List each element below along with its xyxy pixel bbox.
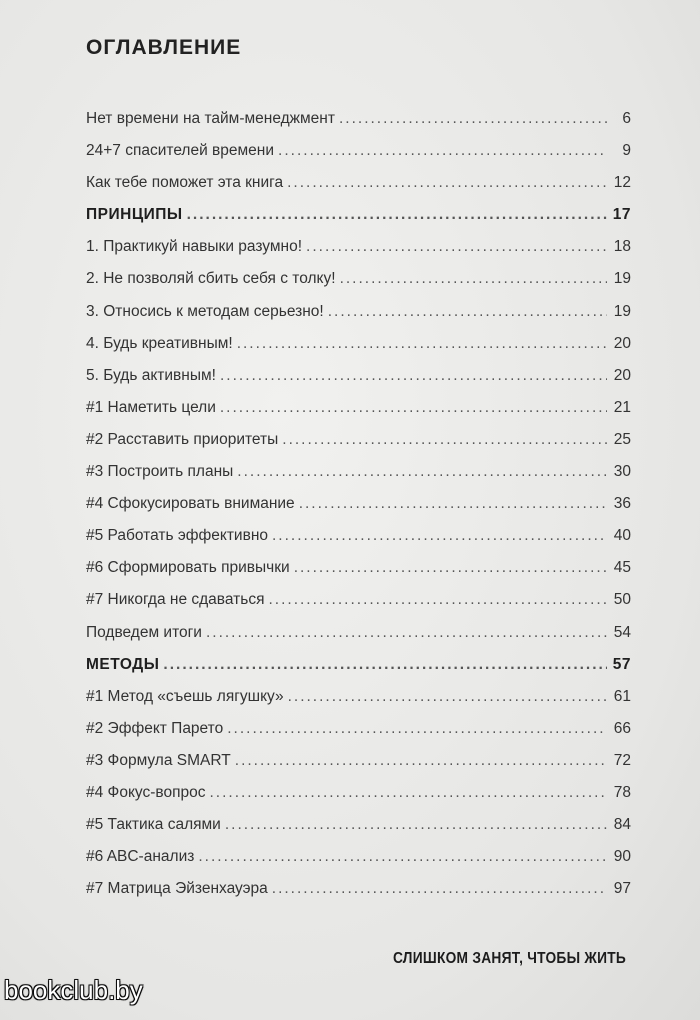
running-footer-title: СЛИШКОМ ЗАНЯТ, ЧТОБЫ ЖИТЬ [392,950,626,967]
toc-row [86,848,631,880]
toc-entry-label: 5. Будь активным! [86,366,216,384]
toc-entry-label: #4 Фокус-вопрос [86,783,206,801]
dot-leader [227,720,607,738]
dot-leader [272,527,607,545]
dot-leader [163,656,607,674]
dot-leader [220,399,607,417]
toc-row [86,270,631,302]
toc-row [86,591,631,623]
toc-page-number: 84 [613,816,631,834]
toc-page-number: 61 [613,687,631,705]
toc-entry-label: #7 Никогда не сдаваться [86,591,265,609]
dot-leader [287,174,607,192]
dot-leader [294,559,607,577]
toc-entry-label: #5 Тактика салями [86,816,221,834]
toc-page-number: 36 [613,495,631,513]
toc-row [86,495,631,527]
toc-page-number: 12 [613,174,631,192]
toc-entry-label: ПРИНЦИПЫ [86,206,183,224]
toc-entry-label: Как тебе поможет эта книга [86,174,284,192]
toc-row [86,816,631,848]
dot-leader [187,206,607,224]
dot-leader [282,431,607,449]
toc-entry-label: 3. Относись к методам серьезно! [86,302,324,320]
toc-entry-label: #2 Эффект Парето [86,719,224,737]
toc-row [86,142,631,174]
toc-row [86,399,631,431]
toc-entry-label: #6 Сформировать привычки [86,559,290,577]
toc-entry-label: 24+7 спасителей времени [86,142,275,160]
toc-page-number: 21 [613,398,631,416]
toc-row [86,784,631,816]
toc-entry-label: 2. Не позволяй сбить себя с толку! [86,270,336,288]
dot-leader [278,142,607,160]
toc-page-number: 78 [613,783,631,801]
toc-entry-label: #5 Работать эффективно [86,527,268,545]
dot-leader [339,110,607,128]
toc-row [86,110,631,142]
dot-leader [209,784,607,802]
dot-leader [272,880,607,898]
toc-page-number: 25 [613,430,631,448]
toc-page-number: 97 [613,880,631,898]
dot-leader [340,270,607,288]
dot-leader [206,624,607,642]
toc-row [86,624,631,656]
toc-entry-label: 4. Будь креативным! [86,334,233,352]
toc-row [86,463,631,495]
toc-entry-label: #6 ABC-анализ [86,848,195,866]
toc-entry-label: #3 Построить планы [86,463,234,481]
toc-entry-label: #1 Наметить цели [86,398,216,416]
toc-row [86,431,631,463]
toc-entry-label: #1 Метод «съешь лягушку» [86,687,284,705]
toc-page-number: 20 [613,366,631,384]
toc-page-number: 20 [613,334,631,352]
toc-page-number: 66 [613,719,631,737]
toc-row [86,880,631,912]
toc-page-number: 30 [613,463,631,481]
dot-leader [220,367,607,385]
dot-leader [237,335,607,353]
toc-page-number: 6 [622,110,631,127]
toc-page-number: 72 [613,751,631,769]
table-of-contents [86,110,631,912]
toc-page-number: 90 [613,848,631,866]
toc-entry-label: #4 Сфокусировать внимание [86,495,295,513]
toc-page-number: 50 [613,591,631,609]
dot-leader [225,816,607,834]
toc-page-number: 54 [613,623,631,641]
toc-row [86,559,631,591]
toc-entry-label: #3 Формула SMART [86,751,231,769]
toc-page-number: 45 [613,559,631,577]
toc-page-number: 40 [613,527,631,545]
toc-row [86,367,631,399]
toc-page-number: 19 [613,270,631,288]
dot-leader [235,752,607,770]
toc-page-number: 9 [622,142,631,160]
dot-leader [237,463,607,481]
toc-row [86,174,631,206]
dot-leader [328,303,607,321]
toc-entry-label: Подведем итоги [86,623,202,641]
toc-row [86,720,631,752]
toc-row [86,688,631,720]
toc-page-number: 19 [613,302,631,320]
toc-entry-label: Нет времени на тайм-менеджмент [86,110,335,127]
dot-leader [268,591,607,609]
dot-leader [306,238,607,256]
watermark-text: bookclub.by [4,975,143,1005]
toc-section-row [86,656,631,688]
toc-entry-label: #2 Расставить приоритеты [86,430,279,448]
toc-row [86,238,631,270]
dot-leader [299,495,607,513]
toc-entry-label: #7 Матрица Эйзенхауэра [86,880,268,898]
dot-leader [198,848,607,866]
toc-page-number: 57 [612,655,631,673]
toc-entry-label: МЕТОДЫ [86,655,160,673]
dot-leader [288,688,607,706]
toc-row [86,527,631,559]
page-title: ОГЛАВЛЕНИЕ [86,36,242,59]
toc-page-number: 18 [613,238,631,256]
toc-row [86,335,631,367]
toc-row [86,752,631,784]
toc-entry-label: 1. Практикуй навыки разумно! [86,238,303,256]
toc-page-number: 17 [612,206,631,224]
toc-section-row [86,206,631,238]
toc-row [86,303,631,335]
